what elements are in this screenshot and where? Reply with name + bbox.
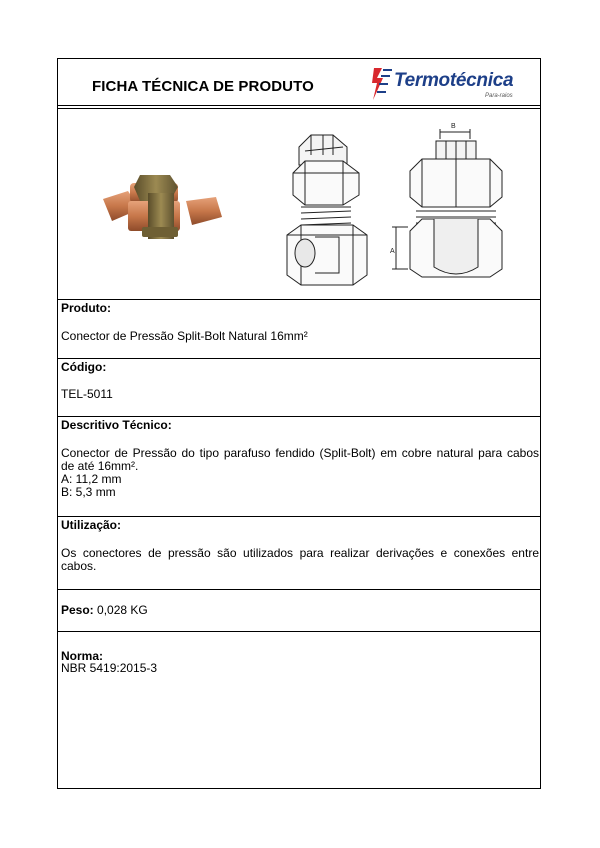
descritivo-line-2: de até 16mm². [61, 459, 139, 473]
sheet-header [58, 59, 540, 105]
utilizacao-label: Utilização: [61, 518, 122, 532]
codigo-divider [58, 416, 540, 417]
produto-divider [58, 358, 540, 359]
peso-divider [58, 631, 540, 632]
dimension-b-label: B [451, 123, 456, 130]
descritivo-dim-b: B: 5,3 mm [61, 485, 116, 499]
peso-value: 0,028 KG [97, 603, 148, 617]
descritivo-dim-a: A: 11,2 mm [61, 472, 122, 486]
peso-label: Peso: [61, 603, 94, 617]
descritivo-line-1: Conector de Pressão do tipo parafuso fendido (Split-Bolt) em cobre natural para cabos [61, 446, 539, 460]
connector-dimension-drawing [388, 119, 518, 289]
peso-row [61, 604, 148, 617]
norma-value: NBR 5419:2015-3 [61, 661, 158, 675]
utilizacao-divider [58, 589, 540, 590]
company-logo [368, 65, 538, 103]
images-divider [58, 299, 540, 300]
codigo-value: TEL-5011 [61, 387, 113, 401]
produto-label: Produto: [61, 301, 111, 315]
sheet-title: FICHA TÉCNICA DE PRODUTO [92, 78, 314, 95]
dimension-a-label: A [390, 248, 395, 255]
codigo-label: Código: [61, 360, 107, 374]
logo-name: Termotécnica [394, 70, 514, 91]
product-sheet [57, 58, 541, 789]
logo-subtitle: Para-raios [485, 93, 513, 99]
norma-label: Norma: [61, 649, 104, 663]
product-images [58, 107, 540, 297]
descritivo-divider [58, 516, 540, 517]
header-divider [58, 105, 540, 106]
utilizacao-line-2: cabos. [61, 559, 97, 573]
lightning-logo-icon [368, 66, 396, 102]
connector-photo [98, 169, 228, 259]
produto-value: Conector de Pressão Split-Bolt Natural 16mm² [61, 329, 308, 343]
utilizacao-line-1: Os conectores de pressão são utilizados para realizar derivações e conexões entre [61, 546, 539, 560]
descritivo-label: Descritivo Técnico: [61, 418, 172, 432]
connector-perspective-drawing [271, 125, 381, 295]
